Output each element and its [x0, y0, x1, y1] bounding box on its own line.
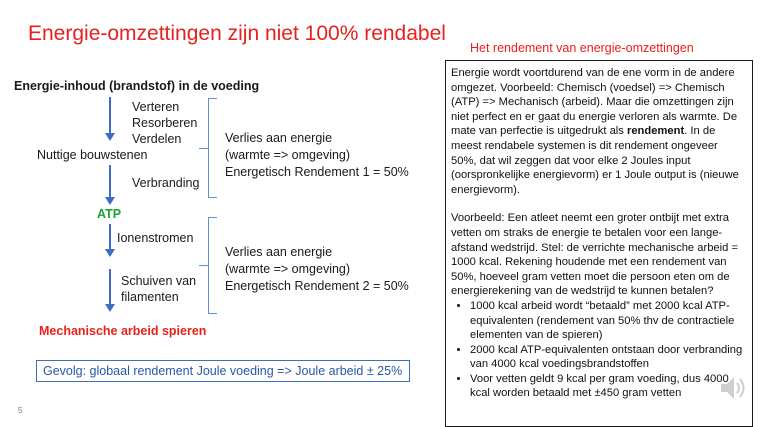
nuttige-bouwstenen: Nuttige bouwstenen: [37, 148, 148, 162]
loss1-line2: (warmte => omgeving): [225, 148, 351, 162]
arrow-line-2: [109, 165, 111, 198]
step-ionenstromen: Ionenstromen: [117, 231, 194, 245]
mechanische-arbeid-label: Mechanische arbeid spieren: [39, 324, 207, 338]
loss2-line2: (warmte => omgeving): [225, 262, 351, 276]
bullet-list: [451, 299, 746, 401]
paragraph-1: Energie wordt voortdurend van de ene vorm in de andere omgezet. Voorbeeld: Chemisch (voedsel) => Chemisch (ATP) => Mechanisch (arbeid). Maar die omzettingen zijn niet perfect en er gaat du energie verloren als warmte. De mate van perfectie is uitgedrukt als rendement. In de meest rendabele systemen is dit rendement ongeveer 50%, dat wil zeggen dat voor elke 2 Joules input (oorspronkelijke energievorm) er 1 Joule output is (nieuwe energievorm).: [451, 67, 739, 196]
arrow-line-1: [109, 97, 111, 134]
loss1-line3: Energetisch Rendement 1 = 50%: [225, 165, 409, 179]
brace-1: [208, 98, 218, 198]
arrow-line-3: [109, 224, 111, 250]
step-filamenten: filamenten: [121, 290, 179, 304]
slide-title: Energie-omzettingen zijn niet 100% rendabel: [28, 22, 446, 45]
paragraph-2: Voorbeeld: Een atleet neemt een groter ontbijt met extra vetten om straks de energie te betalen voor een lange-afstand wedstrijd. Stel: de verrichte mechanische arbeid = 1000 kcal. Rekening houdende met een rendement van 50%, hoeveel gram vetten moet die persoon eten om de energierekening van de wedstrijd te kunnen betalen?: [451, 212, 738, 298]
loss1-line1: Verlies aan energie: [225, 131, 333, 145]
arrow-head-3: [105, 249, 115, 257]
step-verbranding: Verbranding: [132, 176, 200, 190]
gevolg-box: Gevolg: globaal rendement Joule voeding => Joule arbeid ± 25%: [36, 360, 410, 382]
step-verteren: Verteren: [132, 100, 180, 114]
list-item: • 2000 kcal ATP-equivalenten ontstaan door verbranding van 4000 kcal voedingsbrandstoffen: [470, 343, 746, 372]
atp-label: ATP: [97, 207, 122, 221]
arrow-head-1: [105, 133, 115, 141]
arrow-line-4: [109, 269, 111, 305]
list-item: • Voor vetten geldt 9 kcal per gram voeding, dus 4000 kcal worden betaald met ±450 gram vetten: [470, 372, 746, 401]
loss2-line3: Energetisch Rendement 2 = 50%: [225, 279, 409, 293]
arrow-head-2: [105, 197, 115, 205]
speaker-icon[interactable]: [719, 372, 749, 404]
step-schuiven: Schuiven van: [121, 274, 197, 288]
explanation-textbox[interactable]: [445, 60, 753, 427]
step-resorberen: Resorberen: [132, 116, 198, 130]
page-number: 5: [18, 406, 23, 415]
arrow-head-4: [105, 304, 115, 312]
step-verdelen: Verdelen: [132, 132, 182, 146]
right-panel-title: Het rendement van energie-omzettingen: [470, 41, 694, 55]
brace-2: [208, 217, 218, 314]
energy-content-heading: Energie-inhoud (brandstof) in de voeding: [14, 79, 260, 93]
list-item: • 1000 kcal arbeid wordt “betaald” met 2000 kcal ATP-equivalenten (rendement van 50% thv de contractiele elementen van de spieren): [470, 299, 746, 343]
loss2-line1: Verlies aan energie: [225, 245, 333, 259]
